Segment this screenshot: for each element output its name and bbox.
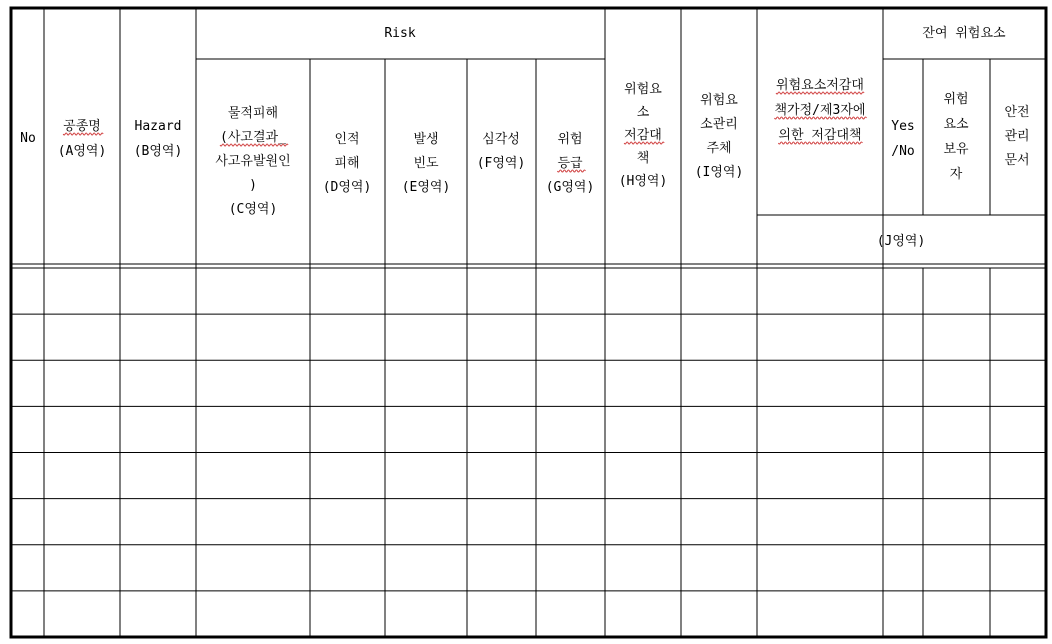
header-risk-grade: (G영역) — [545, 180, 595, 195]
header-material-damage: (사고결과_ — [220, 130, 286, 145]
header-reduction-measure: 소 — [636, 105, 650, 120]
table-row — [11, 314, 1046, 360]
header-safety-doc: 문서 — [1004, 153, 1030, 168]
header-reduction-measure: (H영역) — [618, 174, 668, 189]
group-residual-label: 잔여 위험요소 — [922, 26, 1006, 41]
header-yes-no: /No — [891, 144, 915, 159]
spellcheck-underline — [63, 133, 103, 135]
header-holder: 위험 — [943, 92, 969, 107]
table-row — [11, 591, 1046, 637]
header-material-damage: (C영역) — [228, 202, 278, 217]
header-human-damage: 인적 — [334, 132, 360, 147]
header-reduction-measure: 위험요 — [624, 82, 662, 97]
header-no: No — [20, 131, 36, 146]
header-third-party: 위험요소저감대 — [776, 78, 864, 93]
group-risk-label: Risk — [384, 26, 416, 41]
table-row — [11, 453, 1046, 499]
header-management-owner: 주체 — [706, 141, 732, 156]
table-row — [11, 545, 1046, 591]
header-management-owner: 소관리 — [700, 117, 738, 132]
header-yes-no: Yes — [891, 119, 915, 134]
header-severity: (F영역) — [476, 156, 526, 171]
header-management-owner: (I영역) — [694, 165, 744, 180]
header-holder: 보유 — [943, 142, 969, 157]
header-severity: 심각성 — [482, 132, 520, 147]
table-row — [11, 360, 1046, 406]
header-safety-doc: 안전 — [1004, 105, 1030, 120]
header-human-damage: (D영역) — [322, 180, 372, 195]
header-frequency: 발생 — [413, 132, 439, 147]
header-work-type: (A영역) — [57, 144, 107, 159]
header-hazard: Hazard — [134, 119, 182, 134]
header-holder: 요소 — [943, 117, 969, 132]
header-third-party: 책가정/제3자에 — [774, 103, 866, 118]
header-frequency: (E영역) — [401, 180, 451, 195]
header-work-type: 공종명 — [63, 119, 101, 134]
header-holder: 자 — [949, 167, 963, 182]
table-row — [11, 499, 1046, 545]
header-material-damage: 물적피해 — [227, 106, 279, 121]
header-reduction-measure: 저감대 — [624, 128, 662, 143]
header-safety-doc: 관리 — [1004, 129, 1030, 144]
group-residual-area-label: (J영역) — [876, 234, 926, 249]
spellcheck-underline — [624, 142, 664, 144]
header-material-damage: ) — [249, 178, 257, 193]
header-reduction-measure: 책 — [636, 151, 650, 166]
header-risk-grade: 위험 — [557, 132, 583, 147]
header-frequency: 빈도 — [413, 156, 439, 171]
table-row — [11, 268, 1046, 314]
table-row — [11, 406, 1046, 452]
header-human-damage: 피해 — [334, 156, 360, 171]
header-third-party: 의한 저감대책 — [778, 128, 862, 143]
header-management-owner: 위험요 — [700, 93, 738, 108]
header-risk-grade: 등급 — [557, 156, 583, 171]
table-body — [11, 268, 1046, 637]
header-material-damage: 사고유발원인 — [215, 154, 291, 169]
header-hazard: (B영역) — [133, 144, 183, 159]
